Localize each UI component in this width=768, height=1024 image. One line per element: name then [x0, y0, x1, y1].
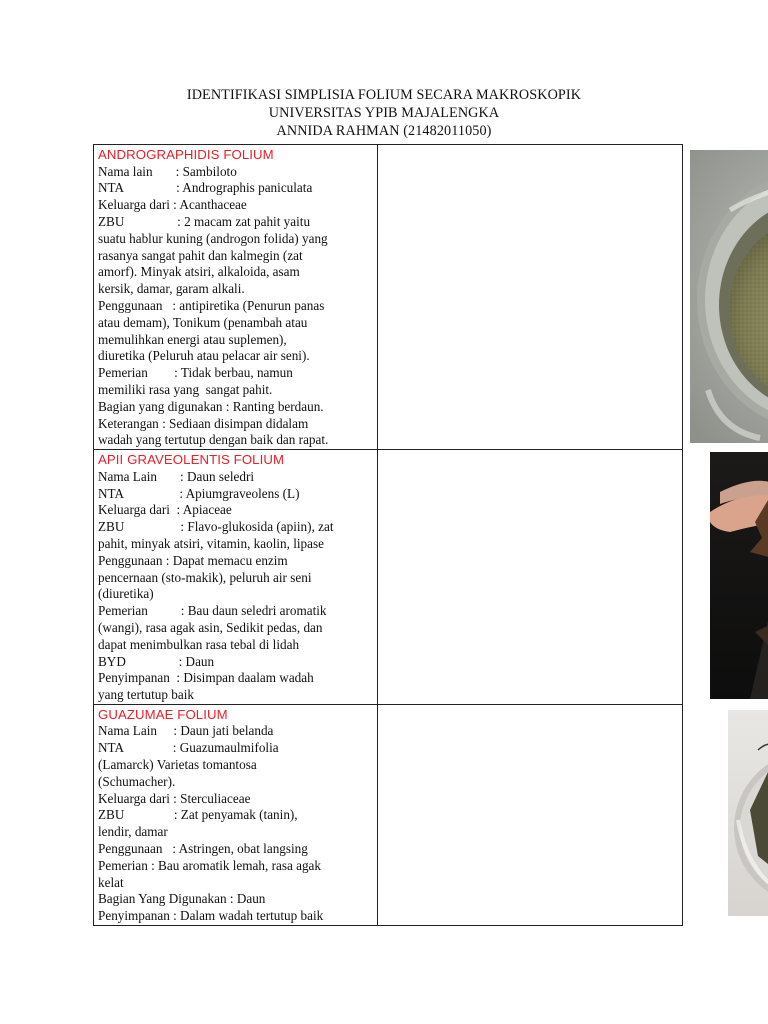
entry-body	[98, 469, 374, 704]
entry-line: Penggunaan : Dapat memacu enzim	[98, 552, 288, 568]
table-row	[94, 704, 683, 925]
entry-line: Bagian Yang Digunakan : Daun	[98, 891, 266, 907]
entry-line: ZBU : Flavo-glukosida (apiin), zat	[98, 519, 334, 535]
entry-line: (diuretika)	[98, 586, 154, 602]
entry-line: pencernaan (sto-makik), peluruh air seni	[98, 569, 312, 585]
entry-body	[98, 723, 374, 925]
table-row	[94, 145, 683, 450]
entry-line: Keluarga dari : Sterculiaceae	[98, 790, 251, 806]
entry-line: Penggunaan : Astringen, obat langsing	[98, 841, 308, 857]
entry-text-cell	[94, 145, 378, 450]
entry-line: (Lamarck) Varietas tomantosa	[98, 757, 257, 773]
entry-line: yang tertutup baik	[98, 687, 194, 703]
entry-line: Nama lain : Sambiloto	[98, 163, 237, 179]
header-title: IDENTIFIKASI SIMPLISIA FOLIUM SECARA MAKROSKOPIK	[186, 87, 582, 103]
entry-line: memulihkan energi atau suplemen),	[98, 331, 287, 347]
entry-line: ZBU : 2 macam zat pahit yaitu	[98, 213, 311, 229]
entry-title: GUAZUMAE FOLIUM	[98, 706, 228, 722]
entry-line: Penyimpanan : Dalam wadah tertutup baik	[98, 908, 324, 924]
entry-line: BYD : Daun	[98, 653, 215, 669]
sambiloto-powder-jar-image	[690, 150, 768, 443]
entry-line: ZBU : Zat penyamak (tanin),	[98, 807, 298, 823]
entry-line: (Schumacher).	[98, 773, 176, 789]
entry-line: Pemerian : Bau daun seledri aromatik	[98, 603, 327, 619]
entry-line: wadah yang tertutup dengan baik dan rapat.	[98, 432, 329, 448]
entry-line: Pemerian : Tidak berbau, namun	[98, 365, 293, 381]
entry-line: suatu hablur kuning (androgon folida) yang	[98, 230, 328, 246]
entry-text-cell	[94, 704, 378, 925]
entry-line: Penyimpanan : Disimpan daalam wadah	[98, 670, 314, 686]
entry-line: NTA : Guazumaulmifolia	[98, 740, 279, 756]
header-university: UNIVERSITAS YPIB MAJALENGKA	[268, 105, 500, 121]
entry-image-cell	[378, 145, 683, 450]
simplisia-table	[93, 144, 683, 926]
entry-line: lendir, damar	[98, 824, 168, 840]
celery-leaf-photo	[710, 452, 768, 699]
entry-line: amorf). Minyak atsiri, alkaloida, asam	[98, 264, 300, 280]
entry-line: Penggunaan : antipiretika (Penurun panas	[98, 297, 325, 313]
entry-line: Bagian yang digunakan : Ranting berdaun.	[98, 398, 324, 414]
entry-line: kelat	[98, 874, 124, 890]
entry-text-cell	[94, 450, 378, 705]
entry-line: Keterangan : Sediaan disimpan didalam	[98, 415, 309, 431]
entry-line: (wangi), rasa agak asin, Sedikit pedas, dan	[98, 619, 323, 635]
table-row	[94, 450, 683, 705]
entry-line: kersik, damar, garam alkali.	[98, 281, 245, 297]
entry-image-cell	[378, 450, 683, 705]
entry-line: rasanya sangat pahit dan kalmegin (zat	[98, 247, 303, 263]
entry-body	[98, 164, 374, 450]
entry-line: Keluarga dari : Acanthaceae	[98, 197, 247, 213]
entry-line: memiliki rasa yang sangat pahit.	[98, 381, 273, 397]
entry-line: NTA : Apiumgraveolens (L)	[98, 485, 300, 501]
entry-line: dapat menimbulkan rasa tebal di lidah	[98, 636, 300, 652]
entry-line: diuretika (Peluruh atau pelacar air seni).	[98, 348, 310, 364]
guazuma-leaves-jar-photo	[728, 710, 768, 916]
entry-line: atau demam), Tonikum (penambah atau	[98, 314, 308, 330]
entry-line: NTA : Andrographis paniculata	[98, 180, 313, 196]
entry-line: Nama Lain : Daun seledri	[98, 468, 255, 484]
entry-line: Pemerian : Bau aromatik lemah, rasa agak	[98, 857, 322, 873]
entry-line: Keluarga dari : Apiaceae	[98, 502, 232, 518]
entry-line: pahit, minyak atsiri, vitamin, kaolin, lipase	[98, 535, 324, 551]
entry-line: Nama Lain : Daun jati belanda	[98, 723, 274, 739]
entry-title: APII GRAVEOLENTIS FOLIUM	[98, 452, 285, 468]
entry-title: ANDROGRAPHIDIS FOLIUM	[98, 147, 274, 162]
header-author: ANNIDA RAHMAN (21482011050)	[276, 123, 492, 139]
document-header	[0, 86, 768, 140]
entry-image-cell	[378, 704, 683, 925]
